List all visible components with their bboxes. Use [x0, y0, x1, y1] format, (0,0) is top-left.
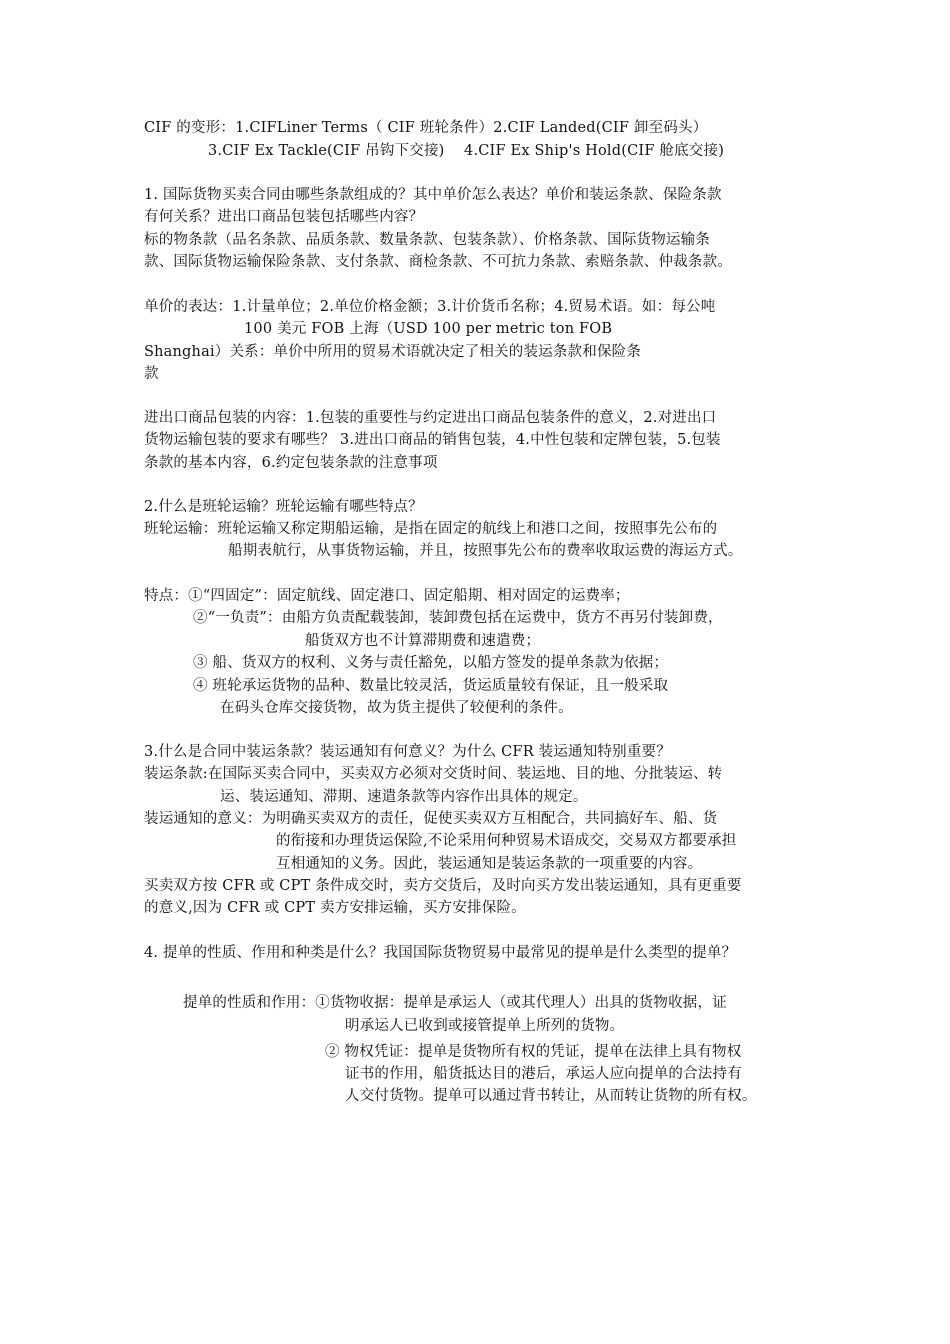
q1-question-line-2: 有何关系？进出口商品包装包括哪些内容？ [144, 209, 424, 225]
document-of-title-line-1: ② 物权凭证：提单是货物所有权的凭证，提单在法律上具有物权 [325, 1044, 742, 1060]
price-expression-line-2: 100 美元 FOB 上海（USD 100 per metric ton FOB [244, 321, 613, 337]
packing-line-1: 进出口商品包装的内容：1.包装的重要性与约定进出口商品包装条件的意义，2.对进出口 [144, 410, 717, 426]
q2-question: 2.什么是班轮运输？班轮运输有哪些特点？ [144, 499, 423, 515]
shipment-clause-line-2: 运、装运通知、滞期、速遣条款等内容作出具体的规定。 [220, 789, 588, 805]
feature-4-line-1: ④ 班轮承运货物的品种、数量比较灵活，货运质量较有保证，且一般采取 [193, 678, 669, 694]
cif-variants-line-2: 3.CIF Ex Tackle(CIF 吊钩下交接) 4.CIF Ex Ship's Hold(CIF 舱底交接) [208, 143, 725, 159]
price-expression-line-3: Shanghai）关系：单价中所用的贸易术语就决定了相关的装运条款和保险条 [144, 344, 642, 360]
feature-2-line-2: 船货双方也不计算滞期费和速遣费； [305, 633, 541, 649]
feature-2-line-1: ②“一负责”：由船方负责配载装卸，装卸费包括在运费中，货方不再另付装卸费， [193, 610, 723, 626]
packing-line-3: 条款的基本内容，6.约定包装条款的注意事项 [144, 455, 438, 471]
bill-of-lading-nature-line-1: 提单的性质和作用：①货物收据：提单是承运人（或其代理人）出具的货物收据，证 [183, 995, 727, 1011]
price-expression-line-4: 款 [144, 366, 159, 382]
document-of-title-line-3: 人交付货物。提单可以通过背书转让，从而转让货物的所有权。 [345, 1088, 757, 1104]
shipment-clause-line-1: 装运条款:在国际买卖合同中，买卖双方必须对交货时间、装运地、目的地、分批装运、转 [144, 766, 723, 782]
q1-answer-line-2: 款、国际货物运输保险条款、支付条款、商检条款、不可抗力条款、索赔条款、仲裁条款。 [144, 254, 732, 270]
packing-line-2: 货物运输包装的要求有哪些？ 3.进出口商品的销售包装，4.中性包装和定牌包装，5.包装 [144, 432, 721, 448]
q1-answer-line-1: 标的物条款（品名条款、品质条款、数量条款、包装条款）、价格条款、国际货物运输条 [144, 232, 711, 248]
cfr-notice-line-1: 买卖双方按 CFR 或 CPT 条件成交时，卖方交货后，及时向买方发出装运通知，具有更重要 [144, 878, 742, 894]
cfr-notice-line-2: 的意义,因为 CFR 或 CPT 卖方安排运输，买方安排保险。 [144, 900, 526, 916]
q4-question: 4. 提单的性质、作用和种类是什么？我国国际货物贸易中最常见的提单是什么类型的提单？ [144, 945, 737, 961]
liner-definition-line-1: 班轮运输：班轮运输又称定期船运输，是指在固定的航线上和港口之间，按照事先公布的 [144, 521, 718, 537]
cif-variants-line-1: CIF 的变形：1.CIFLiner Terms（ CIF 班轮条件）2.CIF Landed(CIF 卸至码头） [144, 120, 708, 136]
feature-1: 特点：①“四固定”：固定航线、固定港口、固定船期、相对固定的运费率； [144, 588, 630, 604]
document-of-title-line-2: 证书的作用，船货抵达目的港后，承运人应向提单的合法持有 [345, 1066, 742, 1082]
feature-4-line-2: 在码头仓库交接货物，故为货主提供了较便利的条件。 [220, 700, 573, 716]
shipping-notice-line-2: 的衔接和办理货运保险,不论采用何种贸易术语成交，交易双方都要承担 [276, 833, 737, 849]
shipping-notice-line-3: 互相通知的义务。因此，装运通知是装运条款的一项重要的内容。 [276, 856, 703, 872]
q3-question: 3.什么是合同中装运条款？装运通知有何意义？为什么 CFR 装运通知特别重要？ [144, 744, 671, 760]
feature-3: ③ 船、货双方的权利、义务与责任豁免，以船方签发的提单条款为依据； [193, 655, 669, 671]
liner-definition-line-2: 船期表航行，从事货物运输，并且，按照事先公布的费率收取运费的海运方式。 [228, 543, 743, 559]
shipping-notice-line-1: 装运通知的意义：为明确买卖双方的责任，促使买卖双方互相配合，共同搞好车、船、货 [144, 811, 718, 827]
q1-question-line-1: 1. 国际货物买卖合同由哪些条款组成的？其中单价怎么表达？单价和装运条款、保险条款 [144, 187, 722, 203]
bill-of-lading-nature-line-2: 明承运人已收到或接管提单上所列的货物。 [345, 1018, 625, 1034]
price-expression-line-1: 单价的表达：1.计量单位；2.单位价格金额；3.计价货币名称；4.贸易术语。如：每公吨 [144, 299, 716, 315]
